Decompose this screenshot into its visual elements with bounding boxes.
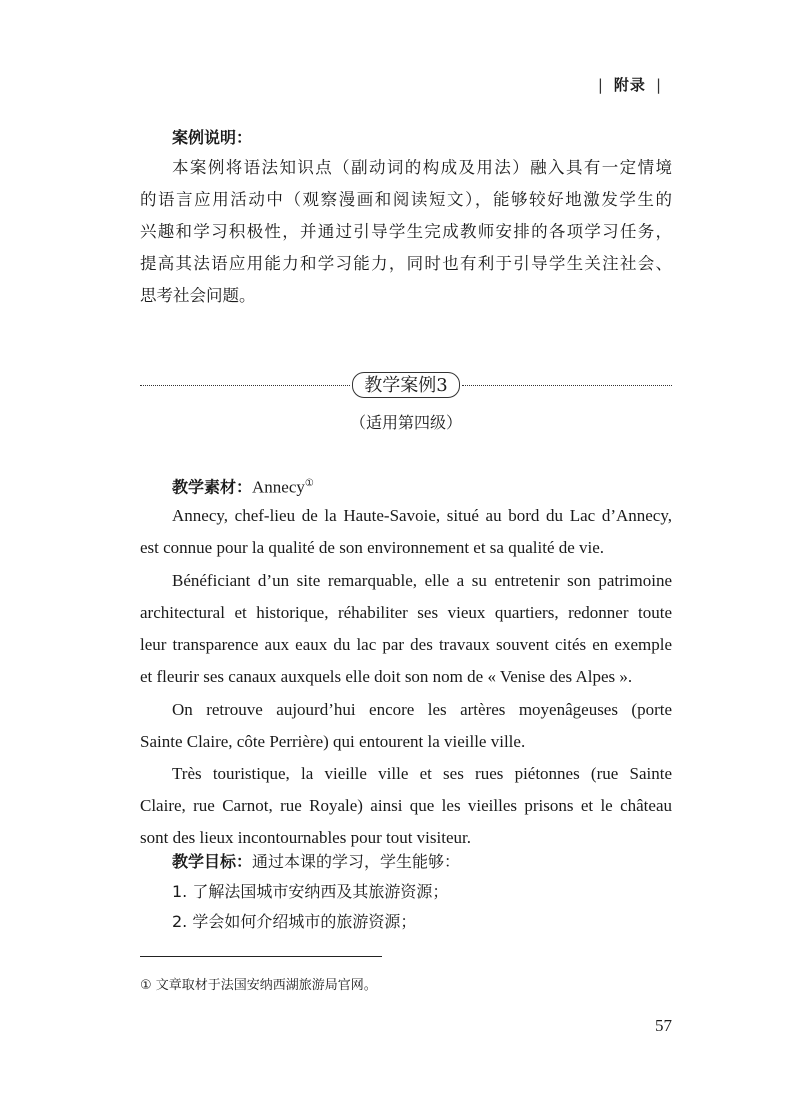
paragraph-line: 兴趣和学习积极性，并通过引导学生完成教师安排的各项学习任务， <box>140 222 672 241</box>
material-heading <box>172 472 672 500</box>
footnote-marker: ① <box>304 478 314 489</box>
footnote: ① 文章取材于法国安纳西湖旅游局官网。 <box>140 978 377 993</box>
paragraph-line: 本案例将语法知识点（副动词的构成及用法）融入具有一定情境 <box>172 158 672 177</box>
objectives-label: 教学目标： <box>172 852 253 871</box>
french-line: Très touristique, la vieille ville et ses rues piétonnes (rue Sainte <box>172 764 672 783</box>
page-number: 57 <box>655 1016 672 1035</box>
material-title: Annecy <box>252 477 305 497</box>
objective-item: 1. 了解法国城市安纳西及其旅游资源； <box>172 882 449 901</box>
french-line: Claire, rue Carnot, rue Royale) ainsi que les vieilles prisons et le château <box>140 796 672 815</box>
objectives-intro: 通过本课的学习，学生能够： <box>252 852 461 871</box>
french-line: Sainte Claire, côte Perrière) qui entourent la vieille ville. <box>140 732 526 751</box>
footnote-rule <box>140 956 382 957</box>
dotted-rule-left <box>140 385 350 386</box>
case-subtitle: （适用第四级） <box>349 413 462 432</box>
material-label: 教学素材： <box>172 477 253 497</box>
french-line: architectural et historique, réhabiliter ses vieux quartiers, redonner toute <box>140 603 672 622</box>
french-line: est connue pour la qualité de son environnement et sa qualité de vie. <box>140 538 605 557</box>
header-section-title: 附录 <box>613 76 646 94</box>
paragraph-line: 思考社会问题。 <box>140 286 256 305</box>
french-line: Annecy, chef-lieu de la Haute-Savoie, situé au bord du Lac d’Annecy, <box>172 506 672 525</box>
case-description-heading: 案例说明： <box>172 128 253 147</box>
french-line: et fleurir ses canaux auxquels elle doit son nom de « Venise des Alpes ». <box>140 667 633 686</box>
objective-item: 2. 学会如何介绍城市的旅游资源； <box>172 912 417 931</box>
header-bar-right: | <box>655 76 662 94</box>
case-title-divider <box>140 372 672 400</box>
case-title: 教学案例3 <box>352 372 460 398</box>
header-bar-left: | <box>597 76 604 94</box>
dotted-rule-right <box>462 385 672 386</box>
french-line: On retrouve aujourd’hui encore les artères moyenâgeuses (porte <box>172 700 672 719</box>
paragraph-line: 的语言应用活动中（观察漫画和阅读短文），能够较好地激发学生的 <box>140 190 672 209</box>
french-line: Bénéficiant d’un site remarquable, elle a su entretenir son patrimoine <box>172 571 672 590</box>
french-line: leur transparence aux eaux du lac par des travaux souvent cités en exemple <box>140 635 672 654</box>
objectives-heading <box>172 850 672 874</box>
paragraph-line: 提高其法语应用能力和学习能力，同时也有利于引导学生关注社会、 <box>140 254 672 273</box>
french-line: sont des lieux incontournables pour tout visiteur. <box>140 828 471 847</box>
running-header <box>588 74 672 95</box>
